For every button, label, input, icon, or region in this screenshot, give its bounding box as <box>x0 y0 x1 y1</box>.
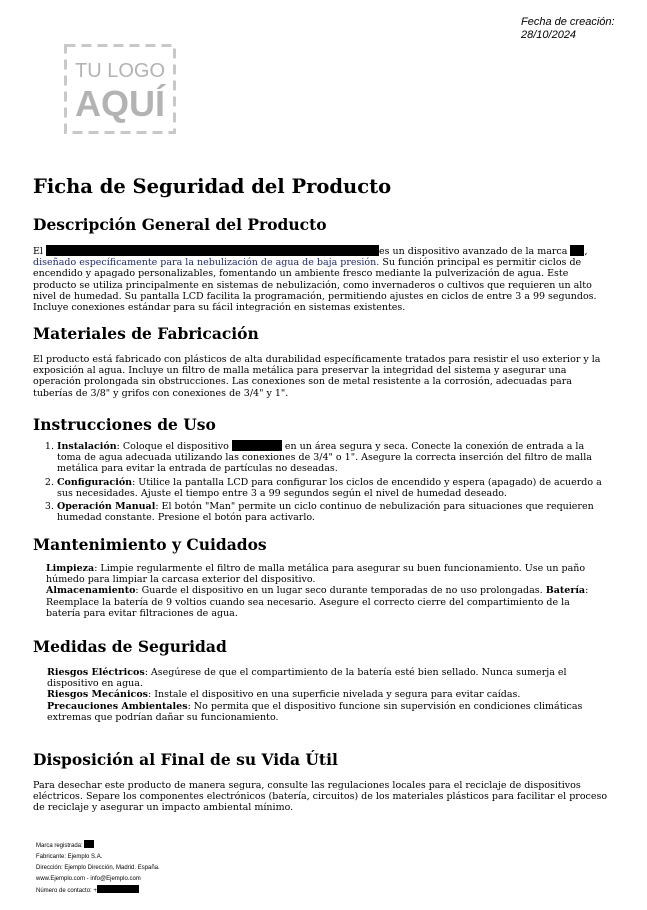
mantenimiento-limpieza: Limpieza: Limpie regularmente el filtro de malla metálica para asegurar su buen funcionamiento. Use un paño húmedo para limpiar la carcasa exterior del dispositivo. <box>46 563 586 586</box>
descripcion-el: El <box>33 246 43 257</box>
logo-placeholder <box>64 44 176 134</box>
footer-contacto: Número de contacto: + <box>36 885 160 897</box>
footer-fabricante: Fabricante: Ejemplo S.A. <box>36 854 103 860</box>
creation-date-value: 28/10/2024 <box>521 29 577 41</box>
instrucciones-list <box>33 440 605 523</box>
descripcion-rest: Su función principal es permitir ciclos de encendido y apagado personalizables, fomentando un ambiente fresco mediante la pulverización de agua. Este producto se utiliza principalmente en sistemas de nebulización, como invernaderos o cultivos que requieren un alto nivel de humedad. Su pantalla LCD facilita la programación, permitiendo ajustes en ciclos de entre 3 a 99 segundos. Incluye conexiones estándar para su fácil integración en sistemas existentes. <box>33 257 597 314</box>
seguridad-ambientales: Precauciones Ambientales: No permita que el dispositivo funcione sin supervisión en condiciones climáticas extremas que podrían dañar su funcionamiento. <box>47 700 583 723</box>
footer-web: www.Ejemplo.com - info@Ejemplo.com <box>36 876 141 882</box>
heading-seguridad: Medidas de Seguridad <box>33 637 227 656</box>
creation-date <box>521 16 615 42</box>
footer-marca: Marca registrada: <box>36 840 160 852</box>
heading-instrucciones: Instrucciones de Uso <box>33 415 216 434</box>
list-item: 1. Instalación: Coloque el dispositivo en un área segura y seca. Conecte la conexión de entrada a la toma de agua adecuada utilizando las conexiones de 3/4" o 1". Asegure la correcta inserción del filtro de malla metálica para evitar la entrada de partículas no deseadas. <box>57 440 605 475</box>
descripcion-highlight: diseñado específicamente para la nebulización de agua de baja presión. <box>33 257 380 269</box>
disposicion-text: Para desechar este producto de manera segura, consulte las regulaciones locales para el reciclaje de dispositivos eléctricos. Separe los componentes electrónicos (batería, circuitos) de los materiales plásticos para facilitar el proceso de reciclaje y asegurar un impacto ambiental mínimo. <box>33 780 608 814</box>
page-title: Ficha de Seguridad del Producto <box>33 175 392 198</box>
logo-line-1: TU LOGO <box>74 60 166 82</box>
redacted-product-name <box>46 245 379 256</box>
seguridad-mecanicos: Riesgos Mecánicos: Instale el dispositivo en una superficie nivelada y segura para evitar caídas. <box>47 689 521 701</box>
heading-descripcion: Descripción General del Producto <box>33 215 327 234</box>
footer <box>36 840 160 897</box>
instrucciones-list-wrap <box>33 440 605 525</box>
heading-materiales: Materiales de Fabricación <box>33 324 259 343</box>
descripcion-intro: es un dispositivo avanzado de la marca <box>379 246 568 257</box>
mantenimiento-almacenamiento: Almacenamiento: Guarde el dispositivo en un lugar seco durante temporadas de no uso prolongadas. Batería: Reemplace la batería de 9 voltios cuando sea necesario. Asegure el correcto cierre del compartimiento de la batería para evitar filtraciones de agua. <box>46 585 589 619</box>
redacted-brand <box>570 245 584 256</box>
logo-line-2: AQUÍ <box>75 83 165 124</box>
heading-mantenimiento: Mantenimiento y Cuidados <box>33 535 267 554</box>
list-item: 3. Operación Manual: El botón "Man" permite un ciclo continuo de nebulización para situaciones que requieren humedad constante. Presione el botón para activarlo. <box>57 501 605 523</box>
creation-date-label: Fecha de creación: <box>521 16 615 28</box>
redacted-phone <box>97 885 139 893</box>
seguridad-text <box>47 667 602 723</box>
heading-disposicion: Disposición al Final de su Vida Útil <box>33 750 338 769</box>
seguridad-electricos: Riesgos Eléctricos: Asegúrese de que el compartimiento de la batería esté bien sellado. Nunca sumerja el dispositivo en agua. <box>47 667 567 690</box>
list-item: 2. Configuración: Utilice la pantalla LCD para configurar los ciclos de encendido y espera (apagado) de acuerdo a sus necesidades. Ajuste el tiempo entre 3 a 99 segundos según el nivel de humedad deseado. <box>57 477 605 499</box>
mantenimiento-text <box>46 563 606 619</box>
footer-direccion: Dirección: Ejemplo Dirección, Madrid. España. <box>36 865 160 871</box>
redacted-marca <box>84 840 94 848</box>
logo-frame-icon <box>64 44 176 134</box>
redacted-device <box>232 440 282 451</box>
materiales-text: El producto está fabricado con plásticos de alta durabilidad específicamente tratados para resistir el uso exterior y la exposición al agua. Incluye un filtro de malla metálica para preservar la integridad del sistema y asegurar una operación prolongada sin obstrucciones. Las conexiones son de metal resistente a la corrosión, adecuadas para tuberías de 3/8" y grifos con conexiones de 3/4" y 1". <box>33 354 601 399</box>
descripcion-text: El es un dispositivo avanzado de la marca , diseñado específicamente para la nebulización de agua de baja presión. Su función principal es permitir ciclos de encendido y apagado personalizables, fomentando un ambiente fresco mediante la pulverización de agua. Este producto se utiliza principalmente en sistemas de nebulización, como invernaderos o cultivos que requieren un alto nivel de humedad. Su pantalla LCD facilita la programación, permitiendo ajustes en ciclos de entre 3 a 99 segundos. Incluye conexiones estándar para su fácil integración en sistemas existentes. <box>33 246 597 314</box>
